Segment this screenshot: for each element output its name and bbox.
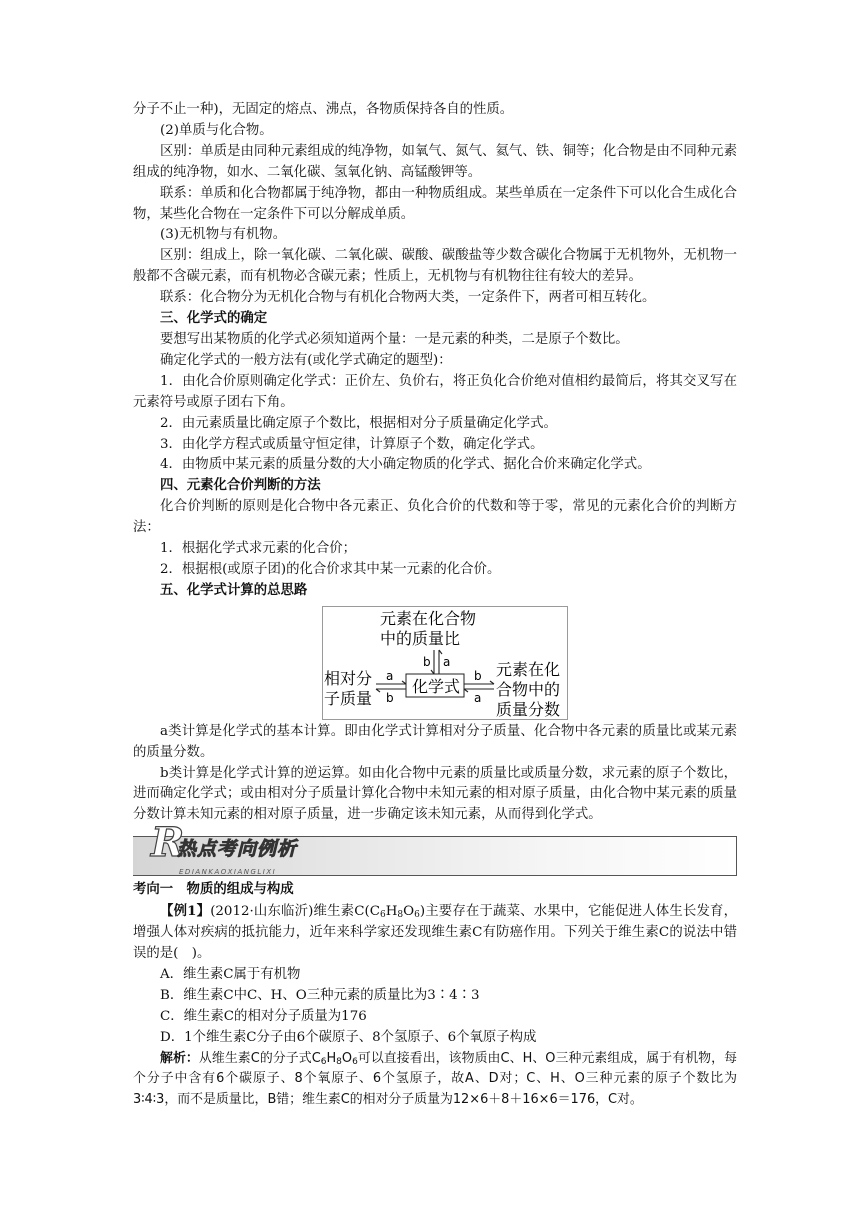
section-heading-4: 四、元素化合价判断的方法 [160,478,321,494]
solution-label: 解析： [160,1050,199,1066]
option-c: C．维生素C的相对分子质量为176 [160,1008,367,1024]
question-part: H [385,904,398,920]
text-line: 1．由化合价原则确定化学式：正价左、负价右，将正负化合价绝对值相约最简后，将其交叉写在元素符号或原子团右下角。 [133,373,737,410]
text-line: b类计算是化学式计算的逆运算。如由化合物中元素的质量比或质量分数，求元素的原子个数比，进而确定化学式；或由相对分子质量计算化合物中未知元素的相对原子质量，由化合物中某元素的质量分数计算未知元素的相对原子质量，进一步确定该未知元素，从而得到化学式。 [133,765,737,823]
banner-subtitle: EDIANKAOXIANGLIXI [179,868,277,877]
question-part: O [403,904,415,920]
diagram-label-a-right: a [474,690,482,705]
section-heading-3: 三、化学式的确定 [160,311,268,327]
diagram-label-b-vertical: b [423,654,431,669]
diagram-left-line1: 相对分 [324,668,373,688]
section-heading-5: 五、化学式计算的总思路 [160,582,308,598]
text-line: 2．根据根(或原子团)的化合价求其中某一元素的化合价。 [160,561,501,577]
example-label: 例1 [173,903,197,920]
banner-letter: R [151,819,185,867]
text-line: 区别：组成上，除一氧化碳、二氧化碳、碳酸、碳酸盐等少数含碳化合物属于无机物外，无机物一般都不含碳元素，而有机物必含碳元素；性质上，无机物与有机物往往有较大的差异。 [133,248,737,285]
diagram-label-a-left: a [386,668,394,683]
subscript: 6 [379,910,386,921]
diagram-label-b-right: b [474,668,482,683]
subscript: 8 [397,910,404,921]
vertical-arrows [431,650,442,674]
subscript: 8 [336,1056,342,1067]
subscript: 6 [320,1056,327,1067]
diagram-top-line2: 中的质量比 [380,628,461,648]
example-question [133,901,737,965]
banner-edge [736,837,737,875]
text-line: (2)单质与化合物。 [160,122,273,138]
text-line: 确定化学式的一般方法有(或化学式确定的题型)： [160,352,452,368]
page-content [133,100,737,1111]
diagram-left-line2: 子质量 [324,688,373,708]
hot-topics-banner [133,819,737,877]
text-line: 化合价判断的原则是化合物中各元素正、负化合价的代数和等于零，常见的元素化合价的判断方法： [133,499,737,536]
text-line: 区别：单质是由同种元素组成的纯净物，如氧气、氮气、氦气、铁、铜等；化合物是由不同种元素组成的纯净物，如水、二氧化碳、氢氧化钠、高锰酸钾等。 [133,143,737,180]
diagram-right-line1: 元素在化 [496,659,561,679]
text-line: 联系：单质和化合物都属于纯净物，都由一种物质组成。某些单质在一定条件下可以化合生成化合物，某些化合物在一定条件下可以分解成单质。 [133,185,737,222]
question-part: (2012·山东临沂)维生素C(C [210,904,380,920]
text-line: 4．由物质中某元素的质量分数的大小确定物质的化学式、据化合价来确定化学式。 [160,457,651,473]
diagram-right-line3: 质量分数 [496,699,561,719]
banner-title: 热点考向例析 [177,838,298,861]
option-d: D．1个维生素C分子由6个碳原子、8个氢原子、6个氧原子构成 [160,1029,537,1045]
solution-part: 可以直接看出，该物质由C、H、O三种元素组成，属于有机物，每个分子中含有6个碳原子、8个氧原子、6个氢原子，故A、D对；C、H、O三种元素的原子个数比为3∶4∶3，而不是质量比，B错；维生素C的相对分子质量为12×6＋8＋16×6＝176，C对。 [133,1050,737,1108]
text-line: a类计算是化学式的基本计算。即由化学式计算相对分子质量、化合物中各元素的质量比或某元素的质量分数。 [133,723,737,760]
solution [133,1049,737,1112]
diagram-top-line1: 元素在化合物 [380,608,477,628]
text-line: 联系：化合物分为无机化合物与有机化合物两大类，一定条件下，两者可相互转化。 [160,290,656,306]
text-line: 要想写出某物质的化学式必须知道两个量：一是元素的种类，二是原子个数比。 [160,331,629,347]
text-line: 3．由化学方程式或质量守恒定律，计算原子个数，确定化学式。 [160,436,544,452]
example-heading: 考向一 物质的组成与构成 [133,882,294,898]
example-label-close: 】 [196,903,211,920]
solution-part: H [326,1050,337,1066]
option-a: A．维生素C属于有机物 [160,966,301,982]
diagram-label-a-vertical: a [443,654,451,669]
diagram-right-line2: 合物中的 [496,679,561,699]
question-part: )主要存在于蔬菜、水果中，它能促进人体生长发育，增强人体对疾病的抵抗能力，近年来科学家还发现维生素C有防癌作用。下列关于维生素C的说法中错误的是( )。 [133,904,737,961]
subscript: 6 [414,910,420,921]
diagram-label-b-left: b [386,690,394,705]
diagram-svg [323,607,567,719]
text-line: 分子不止一种)，无固定的熔点、沸点，各物质保持各自的性质。 [133,102,514,117]
solution-part: 从维生素C的分子式C [198,1050,321,1066]
formula-calc-diagram [322,606,568,720]
example-label-open: 【 [160,903,174,920]
diagram-center: 化学式 [412,676,461,696]
text-line: (3)无机物与有机物。 [160,227,287,243]
text-line: 1．根据化学式求元素的化合价； [160,541,356,557]
subscript: 6 [352,1056,358,1067]
text-line: 2．由元素质量比确定原子个数比，根据相对分子质量确定化学式。 [160,415,557,431]
option-b: B．维生素C中C、H、O三种元素的质量比为3∶4∶3 [160,987,480,1003]
solution-part: O [341,1050,353,1066]
